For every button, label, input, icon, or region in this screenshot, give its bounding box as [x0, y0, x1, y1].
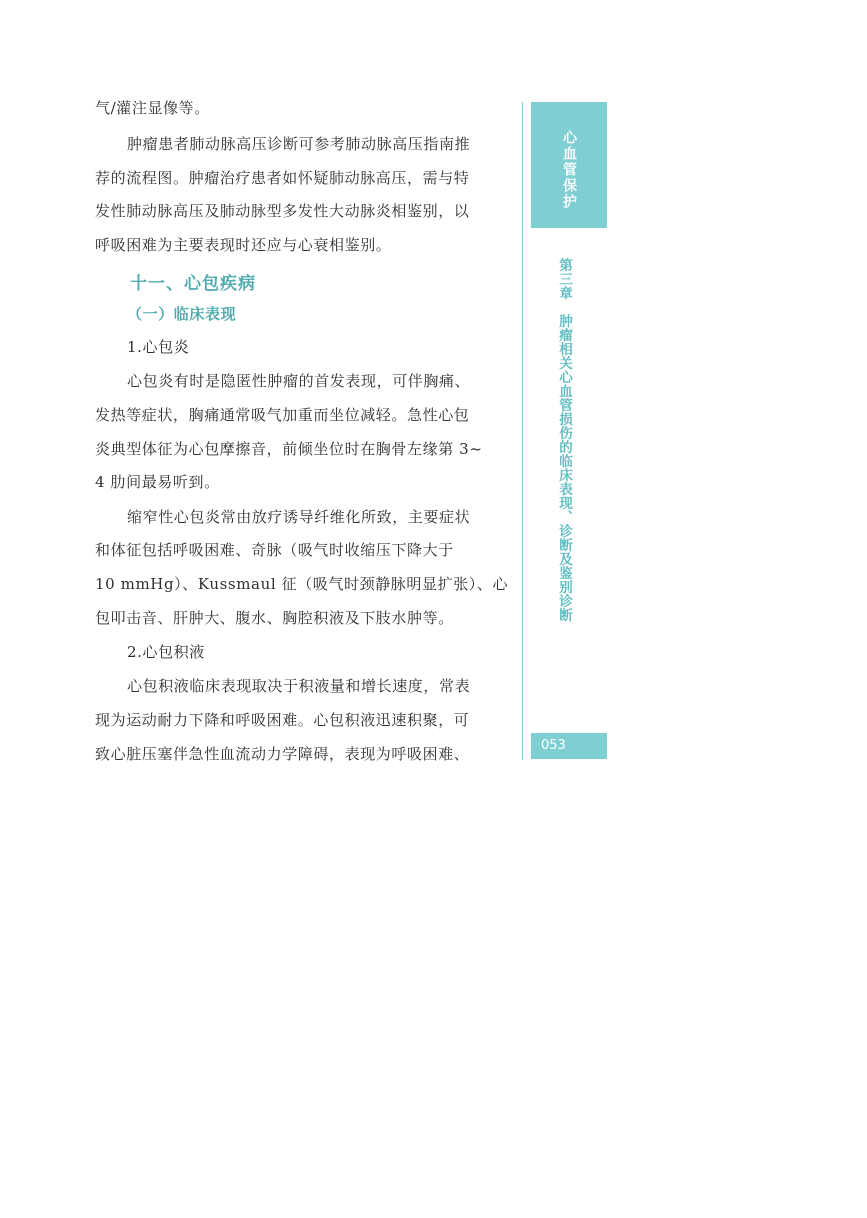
chapter-running-title — [549, 258, 579, 638]
item-heading: 1.心包炎 — [127, 338, 190, 356]
paragraph-line: 和体征包括呼吸困难、奇脉（吸气时收缩压下降大于 — [95, 541, 454, 559]
paragraph-line: 荐的流程图。肿瘤治疗患者如怀疑肺动脉高压，需与特 — [95, 169, 470, 187]
paragraph-line: 心包炎有时是隐匿性肿瘤的首发表现，可伴胸痛、 — [127, 372, 471, 390]
paragraph-line: 10 mmHg）、Kussmaul 征（吸气时颈静脉明显扩张）、心 — [95, 575, 509, 593]
paragraph-line: 4 肋间最易听到。 — [95, 473, 220, 491]
paragraph-line: 致心脏压塞伴急性血流动力学障碍，表现为呼吸困难、 — [95, 745, 470, 763]
chapter-title: 第三章 肿瘤相关心血管损伤的临床表现、诊断及鉴别诊断 — [556, 258, 572, 622]
margin-divider — [522, 102, 523, 760]
paragraph-line: 呼吸困难为主要表现时还应与心衰相鉴别。 — [95, 236, 392, 254]
paragraph-line: 肿瘤患者肺动脉高压诊断可参考肺动脉高压指南推 — [127, 135, 471, 153]
paragraph-line: 气/灌注显像等。 — [95, 99, 210, 117]
page-number: 053 — [531, 733, 607, 759]
paragraph-line: 发性肺动脉高压及肺动脉型多发性大动脉炎相鉴别，以 — [95, 202, 470, 220]
paragraph-line: 包叩击音、肝肿大、腹水、胸腔积液及下肢水肿等。 — [95, 609, 454, 627]
paragraph-line: 缩窄性心包炎常由放疗诱导纤维化所致，主要症状 — [127, 508, 471, 526]
paragraph-line: 发热等症状，胸痛通常吸气加重而坐位减轻。急性心包 — [95, 406, 470, 424]
paragraph-line: 现为运动耐力下降和呼吸困难。心包积液迅速积聚，可 — [95, 711, 470, 729]
section-tab-label: 心血管保护 — [561, 130, 577, 210]
section-tab — [531, 102, 607, 228]
paragraph-line: 炎典型体征为心包摩擦音，前倾坐位时在胸骨左缘第 3~ — [95, 440, 483, 458]
item-heading: 2.心包积液 — [127, 643, 205, 661]
section-heading: 十一、心包疾病 — [130, 274, 256, 294]
paragraph-line: 心包积液临床表现取决于积液量和增长速度，常表 — [127, 677, 471, 695]
subsection-heading: （一）临床表现 — [127, 305, 237, 323]
